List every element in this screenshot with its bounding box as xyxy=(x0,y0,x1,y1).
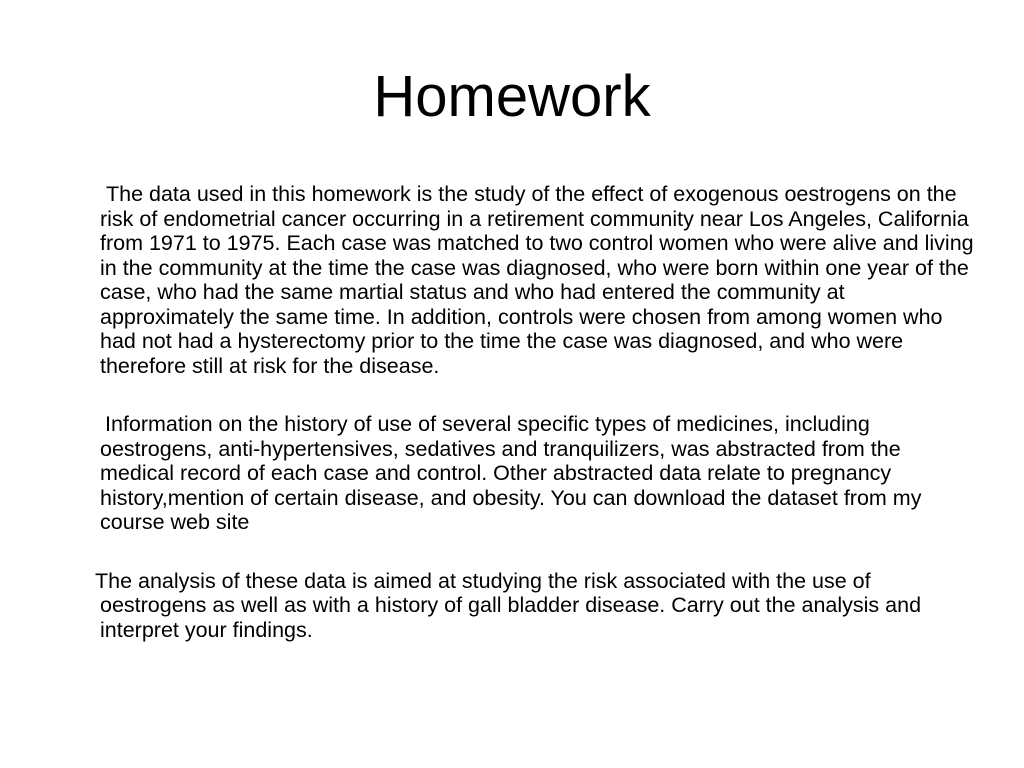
paragraph-medicine-history: Information on the history of use of several specific types of medicines, including oestrogens, anti-hypertensives, sedatives and tranquilizers, was abstracted from the medical record of each case and control. Other abstracted data relate to pregnancy history,mention of certain disease, and obesity. You can download the dataset from my course web site xyxy=(100,412,922,534)
paragraph-analysis-instructions: The analysis of these data is aimed at studying the risk associated with the use of oestrogens as well as with a history of gall bladder disease. Carry out the analysis and interpret your findings. xyxy=(95,568,922,642)
paragraph-study-description: The data used in this homework is the study of the effect of exogenous oestrogens on the risk of endometrial cancer occurring in a retirement community near Los Angeles, California from 1971 to 1975. Each case was matched to two control women who were alive and living in the community at the time the case was diagnosed, who were born within one year of the case, who had the same martial status and who had entered the community at approximately the same time. In addition, controls were chosen from among women who had not had a hysterectomy prior to the time the case was diagnosed, and who were therefore still at risk for the disease. xyxy=(100,182,974,378)
slide-body xyxy=(95,182,980,676)
slide-title: Homework xyxy=(373,64,651,129)
